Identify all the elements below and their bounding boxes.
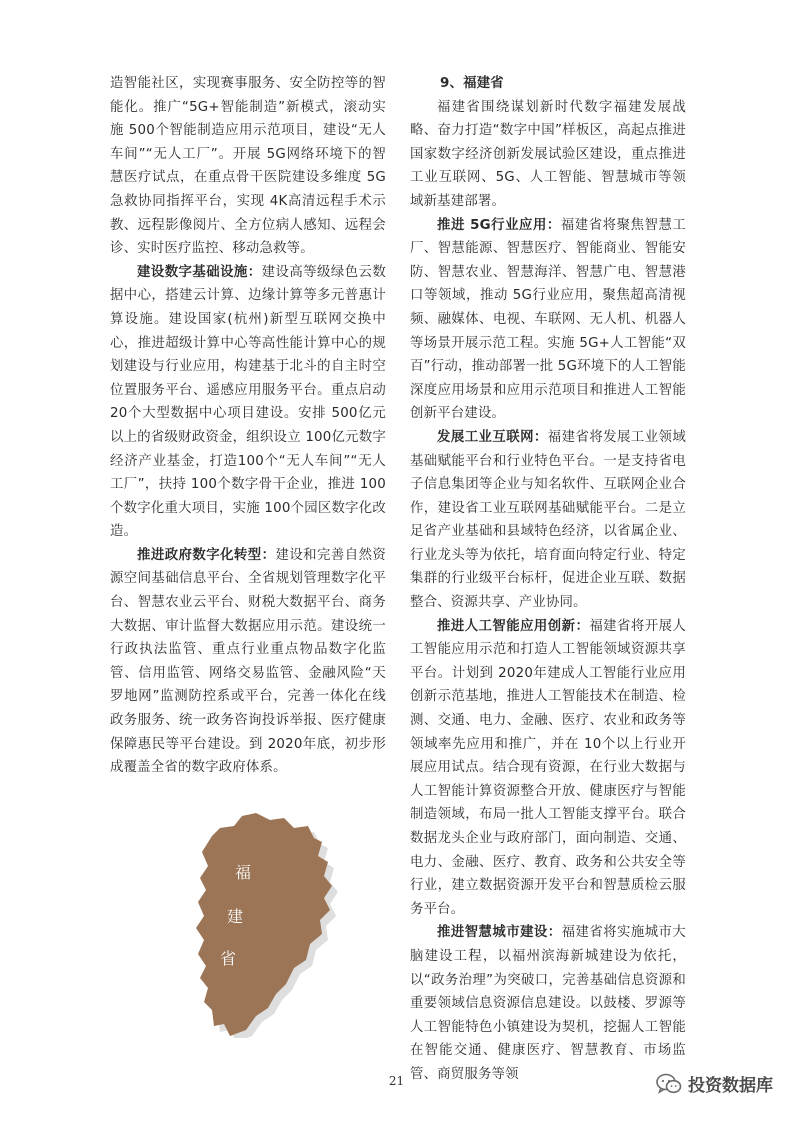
paragraph-ai-innovation — [410, 615, 686, 922]
map-province-fill — [196, 813, 332, 1036]
body-ai-innovation: 福建省将开展人工智能应用示范和打造人工智能领域资源共享平台。计划到 2020年建成人工智能行业应用创新示范基地，推进人工智能技术在制造、检测、交通、电力、金融、医疗、农业和政务等领域率先应用和推广，并在 10个以上行业开展应用试点。结合现有资源，在行业大数据与人工智能计算资源整合开放、健康医疗与智能制造领域，布局一批人工智能支撑平台。联合数据龙头企业与政府部门，面向制造、交通、电力、金融、医疗、教育、政务和公共安全等行业，建立数据资源开发平台和智慧质检云服务平台。 — [410, 618, 687, 917]
right-column — [410, 72, 686, 1087]
body-digital-infrastructure: 建设高等级绿色云数据中心，搭建云计算、边缘计算等多元普惠计算设施。建设国家(杭州)新型互联网交换中心，推进超级计算中心等高性能计算中心的规划建设与行业应用，构建基于北斗的自主时空位置服务平台、遥感应用服务平台。重点启动 20个大型数据中心项目建设。安排 500亿元以上的省级财政资金，组织设立 100亿元数字经济产业基金，打造100个“无人车间”“无人工厂”，扶持 100个数字骨干企业，推进 100个数字化重大项目，实施 100个园区数字化改造。 — [110, 264, 386, 540]
lead-5g-application: 推进 5G行业应用： — [437, 217, 561, 233]
paragraph-smart-city — [410, 921, 686, 1086]
paragraph-5g-application — [410, 214, 686, 426]
fujian-map — [190, 798, 340, 1038]
left-column — [110, 72, 386, 780]
lead-ai-innovation: 推进人工智能应用创新： — [437, 618, 590, 634]
fujian-map-shape — [190, 798, 340, 1038]
lead-industrial-internet: 发展工业互联网： — [437, 429, 548, 445]
section-heading-fujian: 9、福建省 — [440, 76, 504, 91]
map-label-jian: 建 — [227, 907, 244, 926]
body-smart-city: 福建省将实施城市大脑建设工程，以福州滨海新城建设为依托，以“政务治理”为突破口，完善基础信息资源和重要领域信息资源信息建设。以鼓楼、罗源等人工智能特色小镇建设为契机，挖掘人工智能在智能交通、健康医疗、智慧教育、市场监管、商贸服务等领 — [410, 925, 686, 1082]
paragraph-digital-infrastructure — [110, 261, 386, 544]
paragraph-smart-manufacturing: 造智能社区，实现赛事服务、安全防控等的智能化。推广“5G+智能制造”新模式，滚动实施 500个智能制造应用示范项目，建设“无人车间”“无人工厂”。开展 5G网络环境下的智慧医疗试点，在重点骨干医院建设多维度 5G急救协同指挥平台，实现 4K高清远程手术示教、远程影像阅片、全方位病人感知、远程会诊、实时医疗监控、移动急救等。 — [110, 76, 386, 257]
wechat-icon — [656, 1073, 682, 1095]
lead-smart-city: 推进智慧城市建设： — [437, 925, 562, 941]
map-label-sheng: 省 — [220, 949, 237, 968]
lead-digital-infrastructure: 建设数字基础设施： — [137, 264, 262, 280]
watermark-text: 投资数据库 — [688, 1076, 773, 1096]
paragraph-government-digital — [110, 544, 386, 780]
map-label-fu: 福 — [235, 863, 252, 882]
body-industrial-internet: 福建省将发展工业领域基础赋能平台和行业特色平台。一是支持省电子信息集团等企业与知名软件、互联网企业合作，建设省工业互联网基础赋能平台。二是立足省产业基础和县域特色经济，以省属企业、行业龙头等为依托，培育面向特定行业、特定集群的行业级平台标杆，促进企业互联、数据整合、资源共享、产业协同。 — [410, 429, 686, 611]
page-number: 21 — [388, 1074, 405, 1088]
paragraph-industrial-internet — [410, 426, 686, 615]
watermark — [656, 1071, 773, 1096]
body-5g-application: 福建省将聚焦智慧工厂、智慧能源、智慧医疗、智能商业、智能安防、智慧农业、智慧海洋、智慧广电、智慧港口等领域，推动 5G行业应用，聚焦超高清视频、融媒体、电视、车联网、无人机、机器人等场景开展示范工程。实施 5G+人工智能“双百”行动，推动部署一批 5G环境下的人工智能深度应用场景和应用示范项目和推进人工智能创新平台建设。 — [410, 217, 686, 422]
body-government-digital: 建设和完善自然资源空间基础信息平台、全省规划管理数字化平台、智慧农业云平台、财税大数据平台、商务大数据、审计监督大数据应用示范。建设统一行政执法监管、重点行业重点物品数字化监管、信用监管、网络交易监管、金融风险“天罗地网”监测防控系或平台，完善一体化在线政务服务、统一政务咨询投诉举报、医疗健康保障惠民等平台建设。到 2020年底，初步形成覆盖全省的数字政府体系。 — [110, 547, 387, 776]
paragraph-fujian-intro: 福建省围绕谋划新时代数字福建发展战略、奋力打造“数字中国”样板区，高起点推进国家数字经济创新发展试验区建设，重点推进工业互联网、5G、人工智能、智慧城市等领域新基建部署。 — [410, 99, 686, 209]
lead-government-digital: 推进政府数字化转型： — [137, 547, 276, 563]
